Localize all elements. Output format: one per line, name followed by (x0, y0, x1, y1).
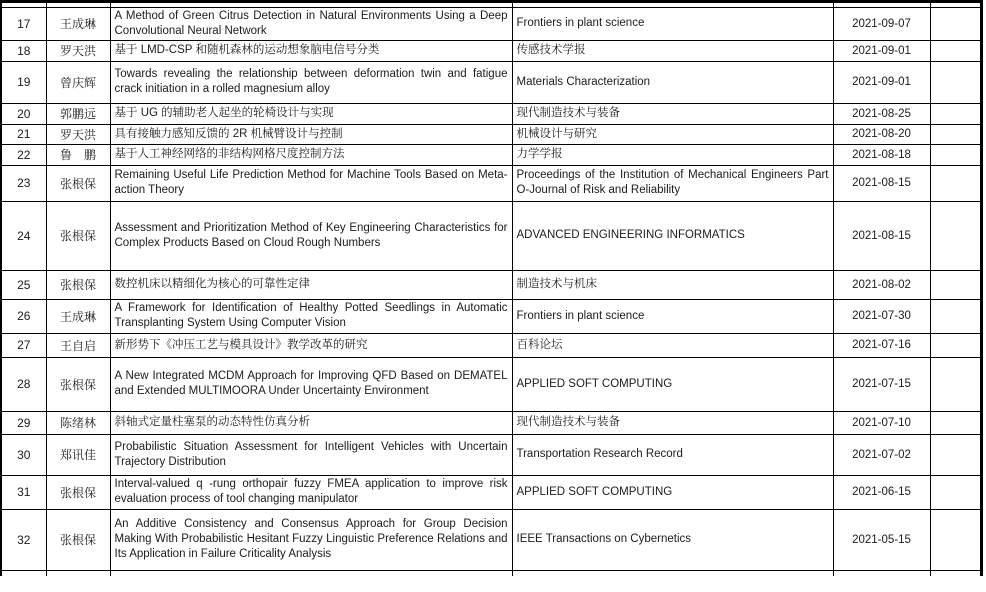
date-cell[interactable]: 2021-08-15 (833, 201, 930, 270)
date-cell[interactable]: 2021-07-15 (833, 357, 930, 411)
note-cell[interactable] (930, 40, 980, 61)
table-row (2, 7, 980, 40)
date-cell[interactable]: 2021-07-10 (833, 411, 930, 434)
table-row (2, 357, 980, 411)
author-cell[interactable]: 鲁 鹏 (46, 144, 110, 165)
note-cell[interactable] (930, 357, 980, 411)
journal-cell[interactable]: APPLIED SOFT COMPUTING (512, 475, 833, 509)
date-cell[interactable]: 2021-06-15 (833, 475, 930, 509)
author-cell[interactable]: 郭鹏远 (46, 103, 110, 124)
row-number-cell[interactable]: 27 (2, 333, 46, 357)
journal-cell[interactable]: Frontiers in plant science (512, 299, 833, 333)
table-row (2, 434, 980, 475)
table-row (2, 103, 980, 124)
date-cell[interactable]: 2021-09-07 (833, 7, 930, 40)
table-row (2, 411, 980, 434)
note-cell[interactable] (930, 475, 980, 509)
note-cell[interactable] (930, 434, 980, 475)
date-cell[interactable]: 2021-05-15 (833, 509, 930, 570)
row-number-cell[interactable]: 22 (2, 144, 46, 165)
row-number-cell[interactable]: 25 (2, 270, 46, 299)
date-cell[interactable]: 2021-08-25 (833, 103, 930, 124)
partial-cell (512, 570, 833, 576)
table-row (2, 299, 980, 333)
title-cell[interactable]: 基于 UG 的辅助老人起坐的轮椅设计与实现 (110, 103, 512, 124)
row-number-cell[interactable]: 26 (2, 299, 46, 333)
date-cell[interactable]: 2021-09-01 (833, 40, 930, 61)
journal-cell[interactable]: IEEE Transactions on Cybernetics (512, 509, 833, 570)
author-cell[interactable]: 郑讯佳 (46, 434, 110, 475)
author-cell[interactable]: 罗天洪 (46, 40, 110, 61)
table-row (2, 475, 980, 509)
table-row (2, 40, 980, 61)
note-cell[interactable] (930, 7, 980, 40)
row-number-cell[interactable]: 24 (2, 201, 46, 270)
table-row (2, 509, 980, 570)
note-cell[interactable] (930, 124, 980, 144)
journal-cell[interactable]: 现代制造技术与装备 (512, 103, 833, 124)
author-cell[interactable]: 罗天洪 (46, 124, 110, 144)
note-cell[interactable] (930, 103, 980, 124)
table-row (2, 144, 980, 165)
title-cell[interactable]: A New Integrated MCDM Approach for Improving QFD Based on DEMATEL and Extended MULTIMOORA Under Uncertainty Environment (110, 357, 512, 411)
journal-cell[interactable]: ADVANCED ENGINEERING INFORMATICS (512, 201, 833, 270)
date-cell[interactable]: 2021-09-01 (833, 61, 930, 103)
author-cell[interactable]: 张根保 (46, 201, 110, 270)
partial-row-bottom (2, 570, 980, 576)
row-number-cell[interactable]: 28 (2, 357, 46, 411)
journal-cell[interactable]: 机械设计与研究 (512, 124, 833, 144)
row-number-cell[interactable]: 19 (2, 61, 46, 103)
title-cell[interactable]: 具有接触力感知反馈的 2R 机械臂设计与控制 (110, 124, 512, 144)
journal-cell[interactable]: 百科论坛 (512, 333, 833, 357)
note-cell[interactable] (930, 509, 980, 570)
author-cell[interactable]: 张根保 (46, 475, 110, 509)
date-cell[interactable]: 2021-08-02 (833, 270, 930, 299)
title-cell[interactable]: Towards revealing the relationship between deformation twin and fatigue crack initiation in a rolled magnesium alloy (110, 61, 512, 103)
row-number-cell[interactable]: 32 (2, 509, 46, 570)
partial-cell (930, 570, 980, 576)
author-cell[interactable]: 曾庆辉 (46, 61, 110, 103)
journal-cell[interactable]: Materials Characterization (512, 61, 833, 103)
author-cell[interactable]: 张根保 (46, 509, 110, 570)
author-cell[interactable]: 陈绪林 (46, 411, 110, 434)
title-cell[interactable]: Assessment and Prioritization Method of Key Engineering Characteristics for Complex Products Based on Cloud Rough Numbers (110, 201, 512, 270)
row-number-cell[interactable]: 31 (2, 475, 46, 509)
partial-cell (2, 570, 46, 576)
title-cell[interactable]: 斜轴式定量柱塞泵的动态特性仿真分析 (110, 411, 512, 434)
author-cell[interactable]: 张根保 (46, 357, 110, 411)
journal-cell[interactable]: APPLIED SOFT COMPUTING (512, 357, 833, 411)
table-row (2, 61, 980, 103)
title-cell[interactable]: Probabilistic Situation Assessment for Intelligent Vehicles with Uncertain Trajectory Distribution (110, 434, 512, 475)
author-cell[interactable]: 张根保 (46, 270, 110, 299)
table-row (2, 270, 980, 299)
author-cell[interactable]: 王自启 (46, 333, 110, 357)
partial-cell (110, 570, 512, 576)
journal-cell[interactable]: Frontiers in plant science (512, 7, 833, 40)
row-number-cell[interactable]: 23 (2, 165, 46, 201)
title-cell[interactable]: 新形势下《冲压工艺与模具设计》教学改革的研究 (110, 333, 512, 357)
author-cell[interactable]: 王成琳 (46, 299, 110, 333)
date-cell[interactable]: 2021-08-20 (833, 124, 930, 144)
table-row (2, 333, 980, 357)
note-cell[interactable] (930, 165, 980, 201)
journal-cell[interactable]: 制造技术与机床 (512, 270, 833, 299)
author-cell[interactable]: 张根保 (46, 165, 110, 201)
table-row (2, 165, 980, 201)
note-cell[interactable] (930, 61, 980, 103)
date-cell[interactable]: 2021-07-30 (833, 299, 930, 333)
title-cell[interactable]: 基于人工神经网络的非结构网格尺度控制方法 (110, 144, 512, 165)
note-cell[interactable] (930, 201, 980, 270)
title-cell[interactable]: 数控机床以精细化为核心的可靠性定律 (110, 270, 512, 299)
row-number-cell[interactable]: 17 (2, 7, 46, 40)
partial-cell (833, 570, 930, 576)
note-cell[interactable] (930, 411, 980, 434)
note-cell[interactable] (930, 299, 980, 333)
title-cell[interactable]: A Framework for Identification of Healthy Potted Seedlings in Automatic Transplanting System Using Computer Vision (110, 299, 512, 333)
date-cell[interactable]: 2021-08-18 (833, 144, 930, 165)
table-row (2, 124, 980, 144)
journal-cell[interactable]: 力学学报 (512, 144, 833, 165)
note-cell[interactable] (930, 270, 980, 299)
journal-cell[interactable]: Transportation Research Record (512, 434, 833, 475)
title-cell[interactable]: Interval-valued q -rung orthopair fuzzy FMEA application to improve risk evaluation process of tool changing manipulator (110, 475, 512, 509)
row-number-cell[interactable]: 30 (2, 434, 46, 475)
row-number-cell[interactable]: 29 (2, 411, 46, 434)
publications-table (2, 3, 980, 576)
date-cell[interactable]: 2021-07-02 (833, 434, 930, 475)
row-number-cell[interactable]: 21 (2, 124, 46, 144)
title-cell[interactable]: Remaining Useful Life Prediction Method for Machine Tools Based on Meta-action Theory (110, 165, 512, 201)
date-cell[interactable]: 2021-08-15 (833, 165, 930, 201)
title-cell[interactable]: A Method of Green Citrus Detection in Natural Environments Using a Deep Convolutional Neural Network (110, 7, 512, 40)
row-number-cell[interactable]: 18 (2, 40, 46, 61)
journal-cell[interactable]: 现代制造技术与装备 (512, 411, 833, 434)
row-number-cell[interactable]: 20 (2, 103, 46, 124)
date-cell[interactable]: 2021-07-16 (833, 333, 930, 357)
note-cell[interactable] (930, 144, 980, 165)
journal-cell[interactable]: Proceedings of the Institution of Mechanical Engineers Part O-Journal of Risk and Reliability (512, 165, 833, 201)
publications-table-body (2, 3, 980, 576)
partial-cell (46, 570, 110, 576)
note-cell[interactable] (930, 333, 980, 357)
journal-cell[interactable]: 传感技术学报 (512, 40, 833, 61)
table-row (2, 201, 980, 270)
title-cell[interactable]: An Additive Consistency and Consensus Approach for Group Decision Making With Probabilistic Hesitant Fuzzy Linguistic Preference Relations and Its Application in Failure Criticality Analysis (110, 509, 512, 570)
title-cell[interactable]: 基于 LMD-CSP 和随机森林的运动想象脑电信号分类 (110, 40, 512, 61)
author-cell[interactable]: 王成琳 (46, 7, 110, 40)
